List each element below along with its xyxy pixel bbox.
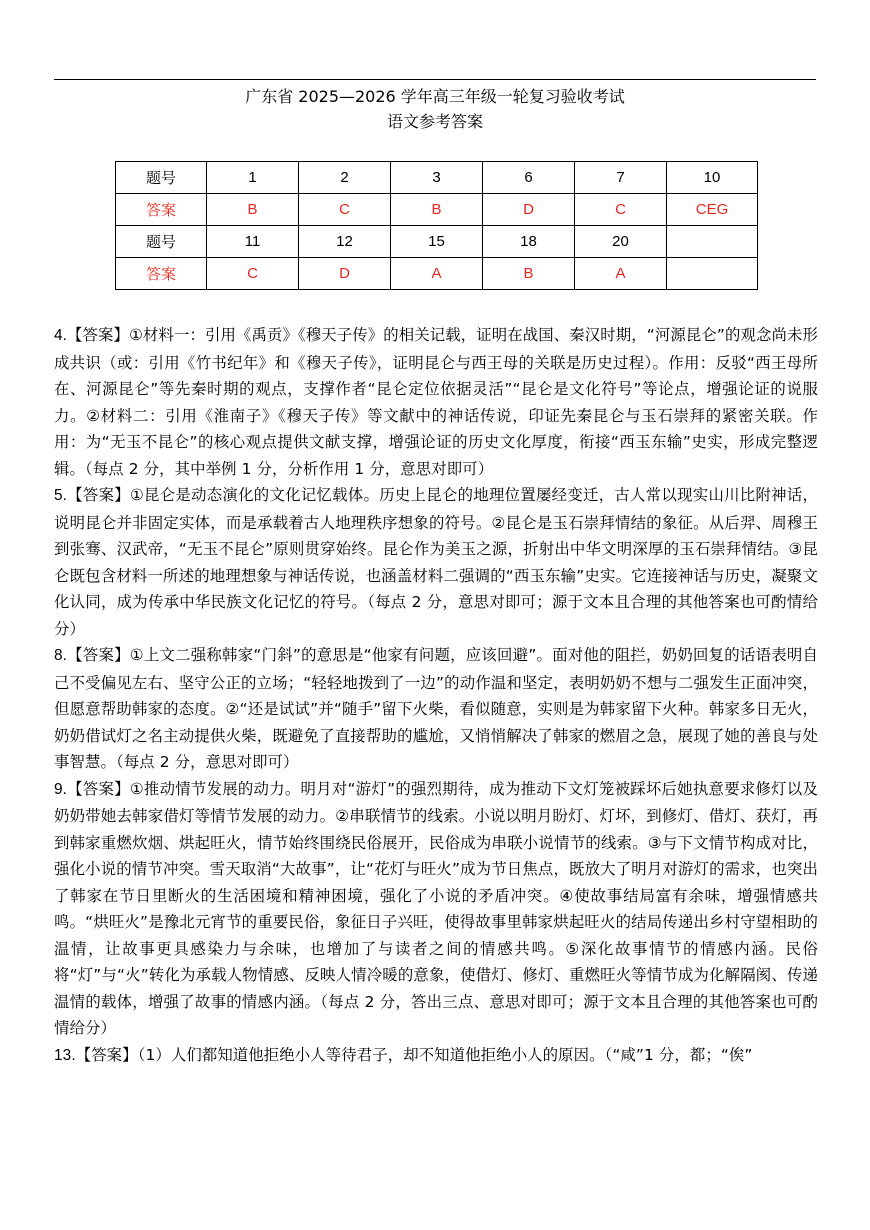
table-row <box>116 194 758 226</box>
table-cell: 20 <box>575 226 667 258</box>
answer-text: ①推动情节发展的动力。明月对“游灯”的强烈期待，成为推动下文灯笼被踩坏后她执意要求修灯以及奶奶带她去韩家借灯等情节发展的动力。②串联情节的线索。小说以明月盼灯、灯坏，到修灯、借灯、获灯，再到韩家重燃炊烟、烘起旺火，情节始终围绕民俗展开，民俗成为串联小说情节的线索。③与下文情节构成对比，强化小说的情节冲突。雪天取消“大故事”，让“花灯与旺火”成为节日焦点，既放大了明月对游灯的需求，也突出了韩家在节日里断火的生活困境和精神困境，强化了小说的矛盾冲突。④使故事结局富有余味，增强情感共鸣。“烘旺火”是豫北元宵节的重要民俗，象征日子兴旺，使得故事里韩家烘起旺火的结局传递出乡村守望相助的温情，让故事更具感染力与余味，也增加了与读者之间的情感共鸣。⑤深化故事情节的情感内涵。民俗将“灯”与“火”转化为承载人物情感、反映人情冷暖的意象，使借灯、修灯、重燃旺火等情节成为化解隔阂、传递温情的载体，增强了故事的情感内涵。（每点 2 分，答出三点、意思对即可；源于文本且合理的其他答案也可酌情给分） <box>54 779 818 1037</box>
answer-cell: CEG <box>667 194 758 226</box>
table-cell: 11 <box>207 226 299 258</box>
table-row <box>116 226 758 258</box>
question-number: 9. <box>54 780 68 798</box>
answer-cell: D <box>483 194 575 226</box>
answer-q9 <box>54 776 818 1042</box>
top-rule <box>54 79 816 80</box>
answer-cell: B <box>207 194 299 226</box>
answer-q5 <box>54 482 818 642</box>
table-cell <box>667 226 758 258</box>
answer-q8 <box>54 642 818 776</box>
answer-tag: 【答案】 <box>75 1045 138 1064</box>
row-label: 题号 <box>116 226 207 258</box>
answer-tag: 【答案】 <box>67 779 130 798</box>
table-row <box>116 162 758 194</box>
answer-text: （1）人们都知道他拒绝小人等待君子，却不知道他拒绝小人的原因。（“咸”1 分，都；“俟” <box>137 1045 753 1064</box>
table-cell: 1 <box>207 162 299 194</box>
answers-body <box>54 322 818 1069</box>
table-cell: 7 <box>575 162 667 194</box>
answer-q4 <box>54 322 818 482</box>
answer-cell: B <box>483 258 575 290</box>
answer-cell: C <box>299 194 391 226</box>
row-label: 题号 <box>116 162 207 194</box>
question-number: 13. <box>54 1046 76 1064</box>
question-number: 8. <box>54 647 68 664</box>
table-cell: 15 <box>391 226 483 258</box>
answer-text: ①上文二强称韩家“门斜”的意思是“他家有问题，应该回避”。面对他的阻拦，奶奶回复的话语表明自己不受偏见左右、坚守公正的立场；“轻轻地拨到了一边”的动作温和坚定，表明奶奶不想与二强发生正面冲突，但愿意帮助韩家的态度。②“还是试试”并“随手”留下火柴，看似随意，实则是为韩家留下火种。韩家多日无火，奶奶借试灯之名主动提供火柴，既避免了直接帮助的尴尬，又悄悄解决了韩家的燃眉之急，展现了她的善良与处事智慧。（每点 2 分，意思对即可） <box>54 646 818 771</box>
answer-q13 <box>54 1042 818 1070</box>
answer-tag: 【答案】 <box>67 326 130 344</box>
answer-cell: D <box>299 258 391 290</box>
table-row <box>116 258 758 290</box>
answer-text: ①昆仑是动态演化的文化记忆载体。历史上昆仑的地理位置屡经变迁，古人常以现实山川比附神话，说明昆仑并非固定实体，而是承载着古人地理秩序想象的符号。②昆仑是玉石崇拜情结的象征。从后羿、周穆王到张骞、汉武帝，“无玉不昆仑”原则贯穿始终。昆仑作为美玉之源，折射出中华文明深厚的玉石崇拜情结。③昆仑既包含材料一所述的地理想象与神话传说，也涵盖材料二强调的“西玉东输”史实。它连接神话与历史，凝聚文化认同，成为传承中华民族文化记忆的符号。（每点 2 分，意思对即可；源于文本且合理的其他答案也可酌情给分） <box>54 486 818 638</box>
answer-cell: B <box>391 194 483 226</box>
answer-cell <box>667 258 758 290</box>
answer-tag: 【答案】 <box>67 646 130 664</box>
question-number: 5. <box>54 487 68 504</box>
table-cell: 3 <box>391 162 483 194</box>
row-label: 答案 <box>116 194 207 226</box>
table-cell: 18 <box>483 226 575 258</box>
question-number: 4. <box>54 327 68 344</box>
row-label: 答案 <box>116 258 207 290</box>
document-title: 广东省 2025—2026 学年高三年级一轮复习验收考试 <box>245 87 625 106</box>
table-cell: 6 <box>483 162 575 194</box>
table-cell: 2 <box>299 162 391 194</box>
answer-cell: A <box>575 258 667 290</box>
table-cell: 10 <box>667 162 758 194</box>
answer-cell: C <box>207 258 299 290</box>
answer-tag: 【答案】 <box>67 486 130 504</box>
answer-cell: C <box>575 194 667 226</box>
answer-cell: A <box>391 258 483 290</box>
table-cell: 12 <box>299 226 391 258</box>
answer-table <box>115 161 758 290</box>
document-subtitle: 语文参考答案 <box>386 112 483 131</box>
answer-text: ①材料一：引用《禹贡》《穆天子传》的相关记载，证明在战国、秦汉时期，“河源昆仑”的观念尚未形成共识（或：引用《竹书纪年》和《穆天子传》，证明昆仑与西王母的关联是历史过程）。作用：反驳“西王母所在、河源昆仑”等先秦时期的观点，支撑作者“昆仑定位依据灵活”“昆仑是文化符号”等论点，增强论证的说服力。②材料二：引用《淮南子》《穆天子传》等文献中的神话传说，印证先秦昆仑与玉石崇拜的紧密关联。作用：为“无玉不昆仑”的核心观点提供文献支撑，增强论证的历史文化厚度，衔接“西玉东输”史实，形成完整逻辑。（每点 2 分，其中举例 1 分，分析作用 1 分，意思对即可） <box>54 326 818 478</box>
